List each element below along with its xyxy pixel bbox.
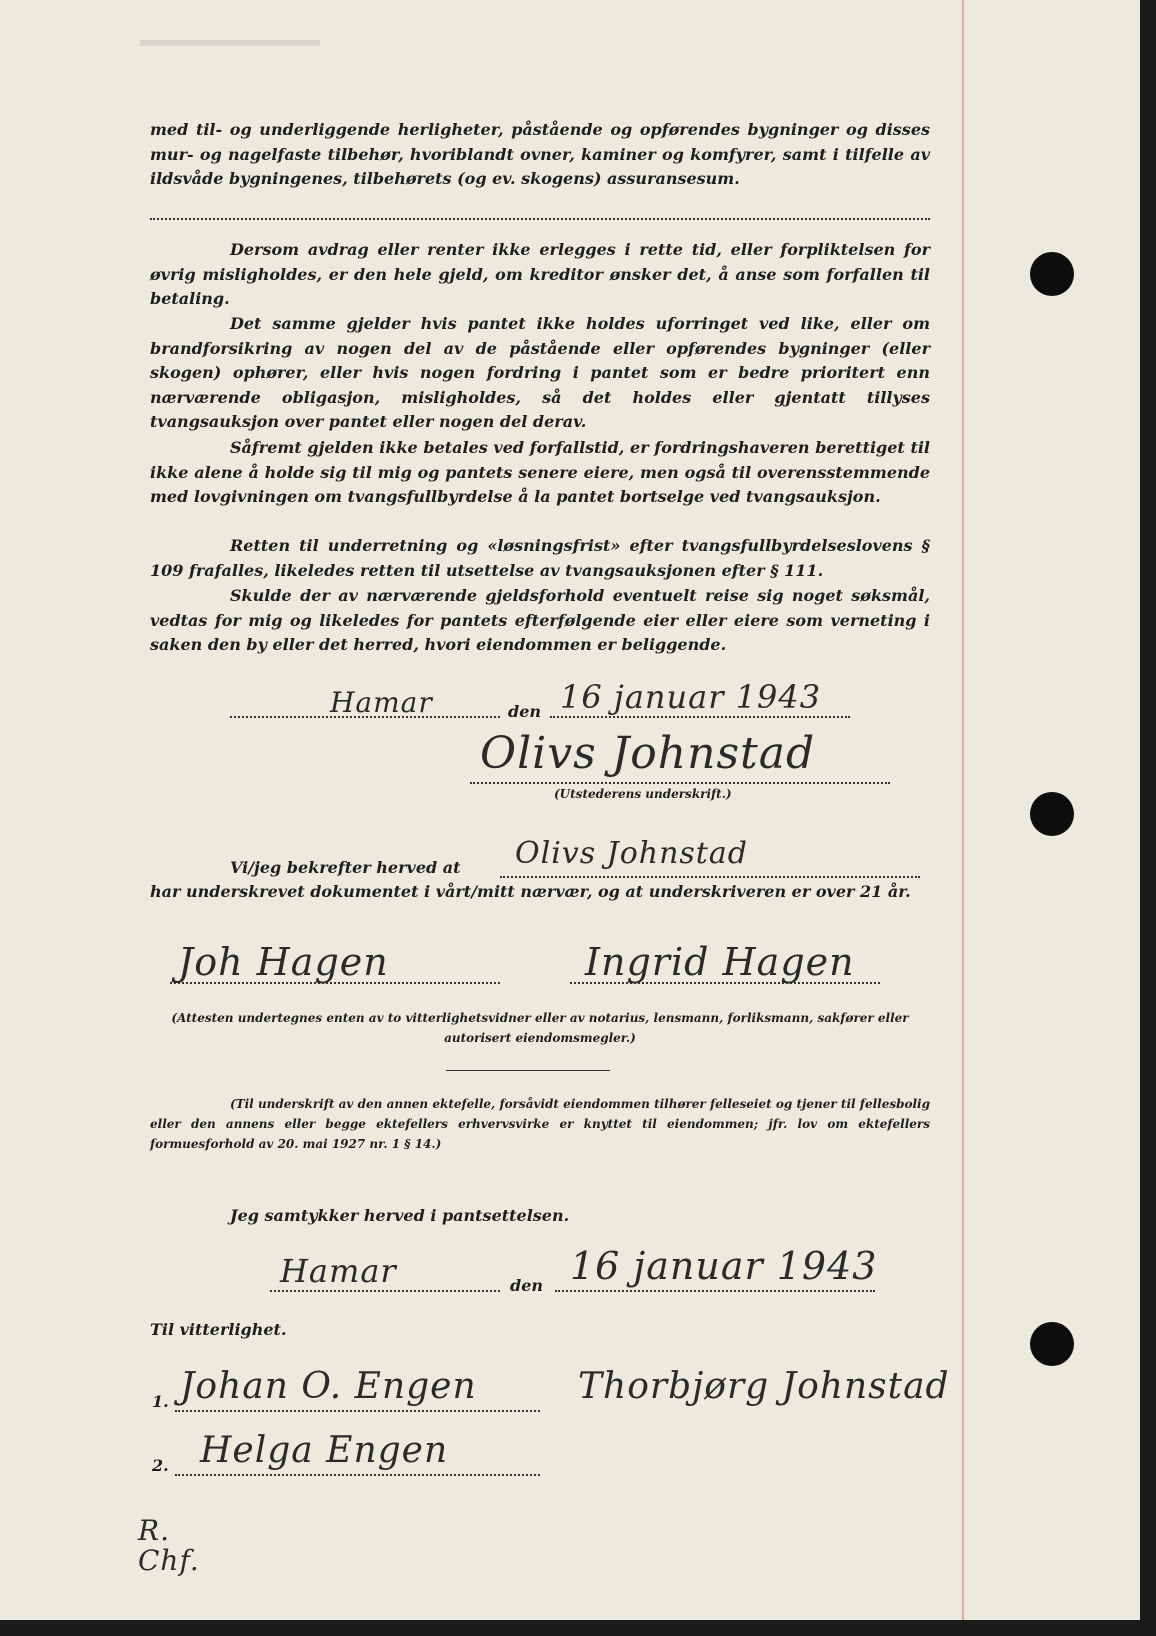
witness-number-1: 1.	[152, 1392, 169, 1411]
den-label: den	[508, 702, 541, 721]
punch-hole-icon	[1030, 1322, 1074, 1366]
attest-text: har underskrevet dokumentet i vårt/mitt nærvær, og at underskriveren er over 21 år.	[150, 882, 911, 901]
paragraph-lapse: Det samme gjelder hvis pantet ikke holdes uforringet ved like, eller om brandforsikring av nogen del av de påstående eller opførendes bygninger (eller skogen) ophører, eller hvis nogen fordring i pantet som er bedre prioritert enn nærværende obligasjon, misligholdes, så det holdes eller gjentatt tillyses tvangsauksjon over pantet eller nogen del derav.	[150, 314, 930, 431]
witness1-signature: Joh Hagen	[178, 940, 389, 984]
attest-name-line	[500, 876, 920, 878]
punch-hole-icon	[1030, 252, 1074, 296]
consent-witness1-signature: Johan O. Engen	[180, 1366, 477, 1407]
consent-text: Jeg samtykker herved i pantsettelsen.	[230, 1206, 570, 1225]
consent-witness2-signature: Helga Engen	[200, 1430, 449, 1471]
witness-number-2: 2.	[152, 1456, 169, 1475]
clerk-initials: R. Chf.	[138, 1514, 200, 1577]
dotted-separator	[150, 218, 930, 220]
consent-den-label: den	[510, 1276, 543, 1295]
issuer-signature: Olivs Johnstad	[480, 728, 816, 779]
margin-rule	[962, 0, 964, 1620]
consent-date-handwritten: 16 januar 1943	[570, 1244, 878, 1288]
consent-witness1-line	[175, 1410, 540, 1412]
attest-name-handwritten: Olivs Johnstad	[515, 836, 748, 871]
date-line	[550, 716, 850, 718]
attest-note: (Attesten undertegnes enten av to vitterlighetsvidner eller av notarius, lensmann, forliksmann, sakfører eller autorisert eiendomsmegler.)	[171, 1011, 909, 1045]
section-divider	[446, 1070, 610, 1071]
consent-place-handwritten: Hamar	[280, 1252, 397, 1290]
spouse-signature: Thorbjørg Johnstad	[578, 1366, 950, 1407]
consent-place-line	[270, 1290, 500, 1292]
place-handwritten: Hamar	[330, 686, 433, 719]
issuer-signature-caption: (Utstederens underskrift.)	[554, 787, 732, 801]
consent-witness2-line	[175, 1474, 540, 1476]
scan-smudge	[140, 40, 320, 46]
paragraph-maturity: Såfremt gjelden ikke betales ved forfallstid, er fordringshaveren berettiget til ikke alene å holde sig til mig og pantets senere eiere, men også til overensstemmende med lovgivningen om tvangsfullbyrdelse å la pantet bortselge ved tvangsauksjon.	[150, 438, 930, 506]
paragraph-property: med til- og underliggende herligheter, påstående og opførendes bygninger og disses mur- og nagelfaste tilbehør, hvoriblandt ovner, kaminer og komfyrer, samt i tilfelle av ildsvåde bygningenes, tilbehørets (og ev. skogens) assuransesum.	[150, 120, 930, 188]
witness-label: Til vitterlighet.	[150, 1320, 287, 1339]
punch-hole-icon	[1030, 792, 1074, 836]
date-handwritten: 16 januar 1943	[560, 678, 822, 716]
paragraph-default: Dersom avdrag eller renter ikke erlegges i rette tid, eller forpliktelsen for øvrig misligholdes, er den hele gjeld, om kreditor ønsker det, å anse som forfallen til betaling.	[150, 240, 930, 308]
attest-intro: Vi/jeg bekrefter herved at	[230, 858, 461, 877]
paragraph-venue: Skulde der av nærværende gjeldsforhold eventuelt reise sig noget søksmål, vedtas for mig og likeledes for pantets efterfølgende eier eller eiere som verneting i saken den by eller det herred, hvori eiendommen er beliggende.	[150, 586, 930, 654]
spouse-note: (Til underskrift av den annen ektefelle, forsåvidt eiendommen tilhører felleseiet og tjener til fellesbolig eller den annens eller begge ektefellers erhvervsvirke er knyttet til eiendommen; jfr. lov om ektefellers formuesforhold av 20. mai 1927 nr. 1 § 14.)	[150, 1097, 930, 1151]
paragraph-notice: Retten til underretning og «løsningsfrist» efter tvangsfullbyrdelseslovens § 109 frafalles, likeledes retten til utsettelse av tvangsauksjonen efter § 111.	[150, 536, 930, 580]
consent-date-line	[555, 1290, 875, 1292]
witness2-signature: Ingrid Hagen	[585, 940, 855, 984]
